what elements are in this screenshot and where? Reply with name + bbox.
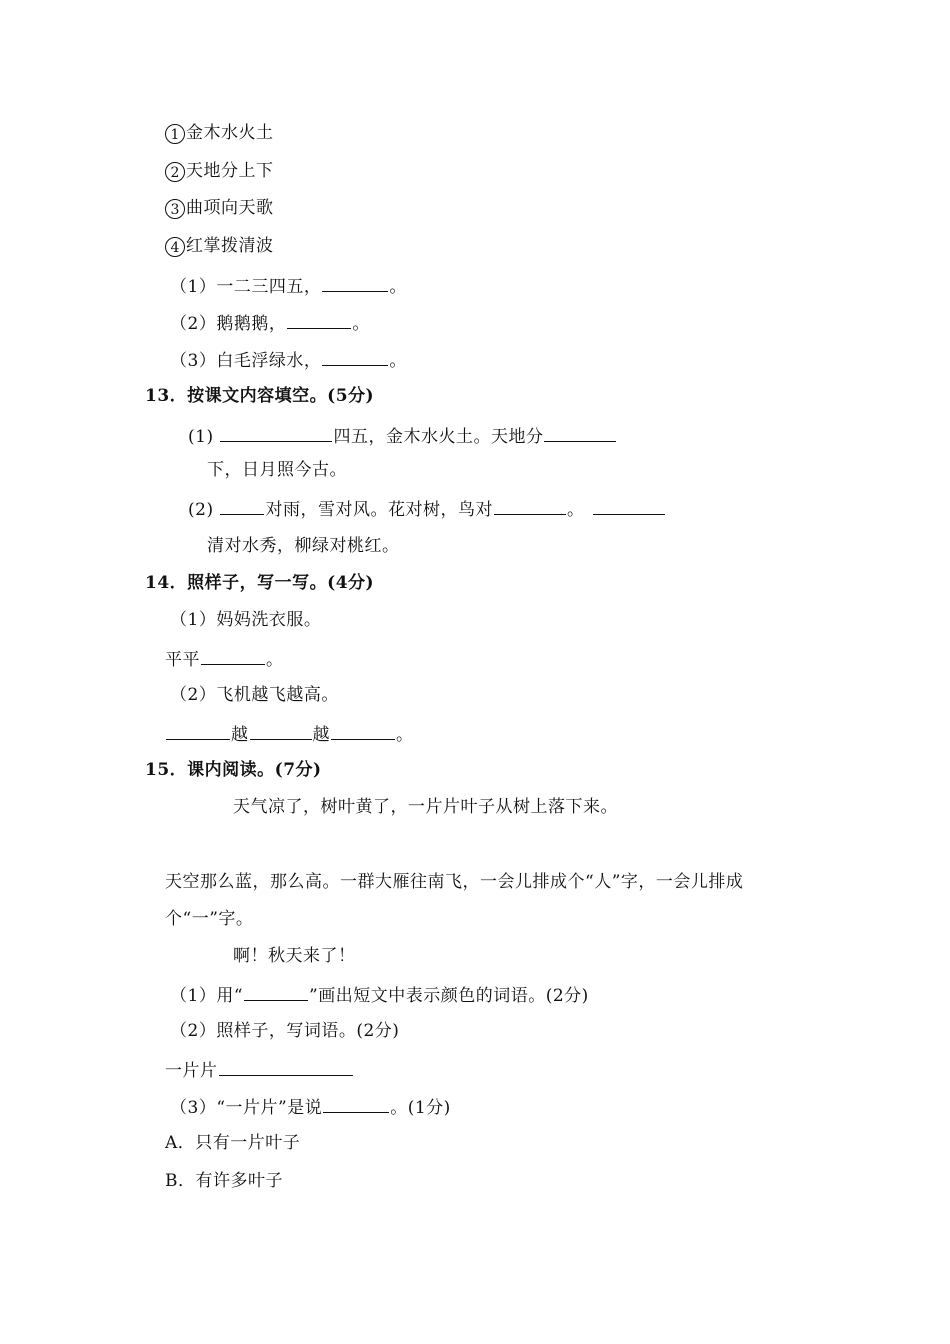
answer-blank[interactable]	[220, 423, 332, 442]
q14-answer1	[165, 646, 284, 672]
option-number: 2	[165, 162, 185, 182]
passage-paragraph-1: 天气凉了，树叶黄了，一片片叶子从树上落下来。	[233, 797, 618, 817]
q15-title: 15．课内阅读。(7分)	[145, 760, 322, 780]
option-text: 金木水火土	[186, 123, 274, 143]
q13-l3-end: 。	[566, 500, 585, 520]
answer-blank[interactable]	[322, 273, 388, 292]
choice-a[interactable]: A．只有一片叶子	[165, 1133, 301, 1153]
option-text: 曲项向天歌	[186, 198, 274, 218]
q14-example2: （2）飞机越飞越高。	[170, 685, 339, 705]
option-2	[165, 159, 274, 183]
q15-s3-text: （3）“一片片”是说	[170, 1098, 323, 1118]
choice-b[interactable]: B．有许多叶子	[165, 1171, 283, 1191]
option-4	[165, 234, 274, 258]
q12-sub3-end: 。	[389, 351, 407, 371]
q13-l3-label: (2)	[188, 500, 220, 520]
option-1	[165, 121, 274, 145]
answer-blank[interactable]	[201, 646, 265, 665]
q15-s3-end: 。(1分)	[390, 1098, 451, 1118]
option-number: 3	[165, 199, 185, 219]
answer-blank[interactable]	[544, 423, 616, 442]
q12-sub3-text: （3）白毛浮绿水，	[170, 351, 322, 371]
q13-line2: 下，日月照今古。	[207, 460, 347, 480]
answer-blank[interactable]	[494, 496, 566, 515]
q15-s2-text: 一片片	[165, 1061, 218, 1081]
answer-blank[interactable]	[220, 496, 264, 515]
q13-l1-text: 四五，金木水火土。天地分	[333, 427, 544, 447]
q14-ans2-yue2: 越	[312, 725, 330, 745]
passage-paragraph-3: 啊！秋天来了！	[233, 946, 356, 966]
q13-line1	[188, 423, 617, 449]
passage-paragraph-2a: 天空那么蓝，那么高。一群大雁往南飞，一会儿排成个“人”字，一会儿排成	[165, 872, 744, 892]
q13-line4: 清对水秀，柳绿对桃红。	[207, 536, 400, 556]
answer-blank[interactable]	[323, 1094, 389, 1113]
q12-sub1	[170, 273, 407, 299]
q15-s1-end: ”画出短文中表示颜色的词语。(2分)	[309, 986, 589, 1006]
q15-sub2-answer	[165, 1057, 354, 1083]
answer-blank[interactable]	[219, 1057, 353, 1076]
answer-blank[interactable]	[331, 721, 395, 740]
q14-ans1-end: 。	[266, 650, 284, 670]
q14-ans2-yue1: 越	[231, 725, 249, 745]
q14-answer2	[165, 721, 414, 747]
answer-blank[interactable]	[322, 347, 388, 366]
answer-blank[interactable]	[244, 982, 308, 1001]
answer-blank[interactable]	[166, 721, 230, 740]
q12-sub1-text: （1）一二三四五，	[170, 277, 322, 297]
q14-ans1-text: 平平	[165, 650, 200, 670]
q12-sub2-end: 。	[352, 314, 370, 334]
q12-sub2-text: （2）鹅鹅鹅，	[170, 314, 287, 334]
q13-line3	[188, 496, 666, 522]
q14-title: 14．照样子，写一写。(4分)	[145, 573, 375, 593]
q14-example1: （1）妈妈洗衣服。	[170, 610, 322, 630]
passage-paragraph-2b: 个“一”字。	[165, 909, 254, 929]
option-text: 天地分上下	[186, 161, 274, 181]
option-number: 4	[165, 237, 185, 257]
answer-blank[interactable]	[287, 310, 351, 329]
q15-s1-text: （1）用“	[170, 986, 244, 1006]
q15-sub1	[170, 982, 589, 1008]
option-number: 1	[165, 124, 185, 144]
q12-sub2	[170, 310, 370, 336]
q13-l1-label: (1)	[188, 427, 220, 447]
q12-sub3	[170, 347, 407, 373]
q15-sub3	[170, 1094, 451, 1120]
q13-title: 13．按课文内容填空。(5分)	[145, 386, 375, 406]
q15-sub2: （2）照样子，写词语。(2分)	[170, 1021, 400, 1041]
answer-blank[interactable]	[593, 496, 665, 515]
option-text: 红掌拨清波	[186, 236, 274, 256]
q14-ans2-end: 。	[396, 725, 414, 745]
q13-l3-text: 对雨，雪对风。花对树，鸟对	[265, 500, 493, 520]
answer-blank[interactable]	[250, 721, 312, 740]
q12-sub1-end: 。	[389, 277, 407, 297]
option-3	[165, 196, 274, 220]
